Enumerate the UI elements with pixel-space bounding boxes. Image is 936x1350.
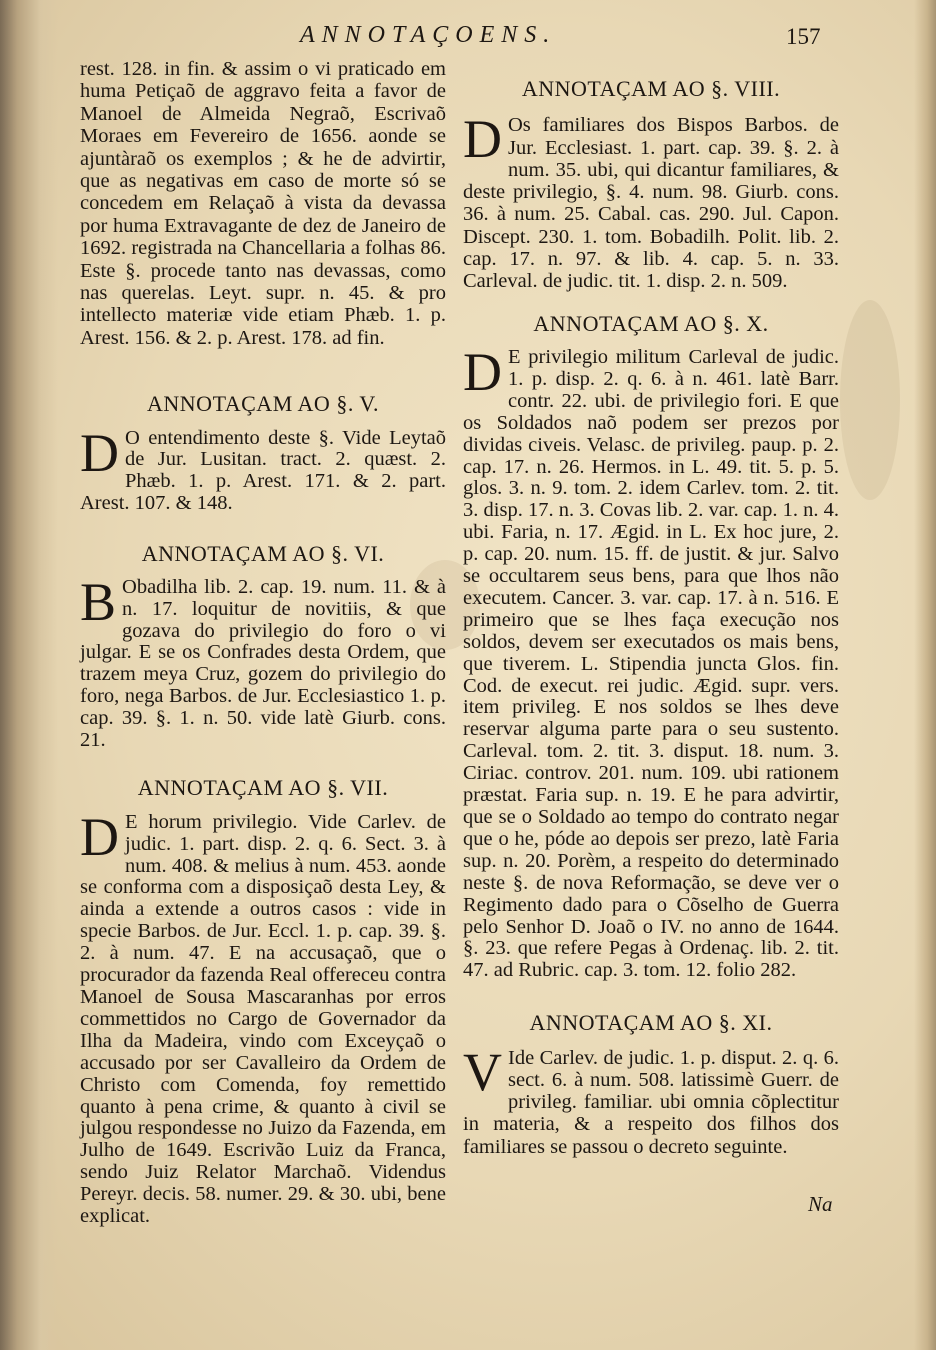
drop-cap: D	[463, 341, 502, 402]
section-viii-paragraph	[463, 109, 839, 293]
section-heading-x: ANNOTAÇAM AO §. X.	[533, 310, 769, 336]
section-vii-paragraph	[80, 806, 446, 1228]
section-v-paragraph	[80, 422, 446, 515]
section-heading-xi: ANNOTAÇAM AO §. XI.	[529, 1010, 773, 1036]
section-vi-paragraph	[80, 572, 446, 751]
page-edge	[914, 0, 936, 1350]
section-vi-text: Obadilha lib. 2. cap. 19. num. 11. & à n. 17. loquitur de novitiis, & que gozava do privilegio do foro o vi julgar. E se os Confrades desta Ordem, que trazem meya Cruz, gozem do privilegio do foro, nega Barbos. de Jur. Ecclesiastico 1. p. cap. 39. §. 1. n. 50. vide latè Giurb. cons. 21.	[80, 576, 446, 751]
right-column	[463, 58, 839, 1158]
section-x-paragraph	[463, 341, 839, 982]
continued-paragraph: rest. 128. in fin. & assim o vi praticado em huma Petiçaõ de aggravo feita a favor de Manoel de Almeida Negraõ, Escrivaõ Moraes em Fevereiro de 1656. aonde se ajuntàraõ os exemplos ; & he de advirtir, que as negativas em caso de morte só se concedem em Relaçaõ à vista da devassa por huma Extravagante de dez de Janeiro de 1692. registrada na Chancellaria a folhas 86. Este §. procede tanto nas devassas, como nas querelas. Leyt. supr. n. 45. & pro intellecto materiæ vide etiam Phæb. 1. p. Arest. 156. & 2. p. Arest. 178. ad fin.	[80, 58, 446, 349]
section-heading-v: ANNOTAÇAM AO §. V.	[147, 391, 379, 417]
section-heading-vi: ANNOTAÇAM AO §. VI.	[141, 540, 385, 566]
page-gutter	[0, 0, 58, 1350]
left-column	[80, 58, 446, 1228]
drop-cap: D	[463, 109, 502, 170]
section-viii-text: Os familiares dos Bispos Barbos. de Jur. Ecclesiast. 1. part. cap. 39. §. 2. à num. 35. ubi, qui dicantur familiares, & deste privilegio, §. 4. num. 98. Giurb. cons. 36. à num. 25. Cabal. cas. 290. Jul. Capon. Discept. 230. 1. tom. Bobadilh. Polit. lib. 2. cap. 17. n. 97. & lib. 4. cap. 5. n. 33. Carleval. de judic. tit. 1. disp. 2. n. 509.	[463, 114, 839, 293]
section-xi-paragraph	[463, 1041, 839, 1158]
section-heading-vii: ANNOTAÇAM AO §. VII.	[137, 775, 389, 801]
drop-cap: V	[463, 1041, 502, 1102]
section-heading-viii: ANNOTAÇAM AO §. VIII.	[521, 76, 781, 101]
section-x-text: E privilegio militum Carleval de judic. 1. p. disp. 2. q. 6. à n. 461. latè Barr. contr. 22. ubi. de privilegio fori. E que os Soldados naõ podem ser prezos por dividas civeis. Velasc. de privileg. paup. p. 2. cap. 17. n. 26. Hermos. in L. 49. tit. 5. p. 5. glos. 3. n. 9. tom. 2. idem Carlev. tom. 2. tit. 3. disp. 17. n. 3. Covas lib. 2. var. cap. 1. n. 4. ubi. Faria, n. 17. Ægid. in L. Ex hoc jure, 2. p. cap. 20. num. 15. ff. de justit. & jur. Salvo se occultarem seus bens, para que lhos não executem. Cancer. 3. var. cap. 17. à n. 516. E primeiro que se lhes faça execução nos soldos, devem ser executados os mais bens, que tiverem. L. Stipendia juncta Glos. fin. Cod. de execut. rei judic. Ægid. supr. vers. item privileg. E nos soldos se lhes deve reservar alguma parte para o seu sustento. Carleval. tom. 2. tit. 3. disput. 18. num. 3. Ciriac. controv. 201. num. 109. ubi rationem præstat. Faria sup. n. 19. E he para advirtir, que se o Soldado ao tempo do contrato negar que o he, póde ao depois ser prezo, latè Faria sup. n. 20. Porèm, a respeito do determinado neste §. de nova Reformação, se deve ver o Regimento dado para o Cõselho de Guerra pelo Senhor D. Joaõ o IV. no anno de 1644. §. 23. que refere Pegas à Ordenaç. lib. 2. tit. 47. ad Rubric. cap. 3. tom. 12. folio 282.	[463, 345, 839, 982]
drop-cap: B	[80, 572, 117, 633]
drop-cap: D	[80, 806, 119, 867]
page-number: 157	[786, 24, 821, 49]
section-xi-text: Ide Carlev. de judic. 1. p. disput. 2. q. 6. sect. 6. à num. 508. latissimè Guerr. de privileg. familiar. ubi omnia cõplectitur in materia, & a respeito dos filhos dos familiares se passou o decreto seguinte.	[463, 1046, 839, 1158]
drop-cap: D	[80, 422, 119, 483]
running-header: ANNOTAÇOENS.	[300, 22, 557, 48]
section-vii-text: E horum privilegio. Vide Carlev. de judic. 1. part. disp. 2. q. 6. Sect. 3. à num. 408. & melius à num. 453. aonde se conforma com a disposiçaõ desta Ley, & ainda a extende a outros casos : vide in specie Barbos. de Jur. Eccl. 1. p. cap. 39. §. 2. à num. 47. E na accusaçaõ, que o procurador da fazenda Real offereceu contra Manoel de Sousa Mascaranhas por erros commettidos no Cargo de Governador da Ilha da Madeira, vindo com Exceyçaõ o accusado por ser Cavalleiro da Ordem de Christo com Comenda, foy remettido quanto à pena crime, & quanto à civil se julgou respondesse no Juizo da Fazenda, em Julho de 1649. Escrivão Luiz da Franca, sendo Juiz Relator Marchaõ. Videndus Pereyr. decis. 58. numer. 29. & 30. ubi, bene explicat.	[80, 810, 446, 1228]
catchword: Na	[808, 1192, 833, 1216]
paper-stain	[840, 300, 900, 500]
section-v-text: O entendimento deste §. Vide Leytaõ de Jur. Lusitan. tract. 2. quæst. 2. Phæb. 1. p. Arest. 171. & 2. part. Arest. 107. & 148.	[80, 426, 446, 514]
